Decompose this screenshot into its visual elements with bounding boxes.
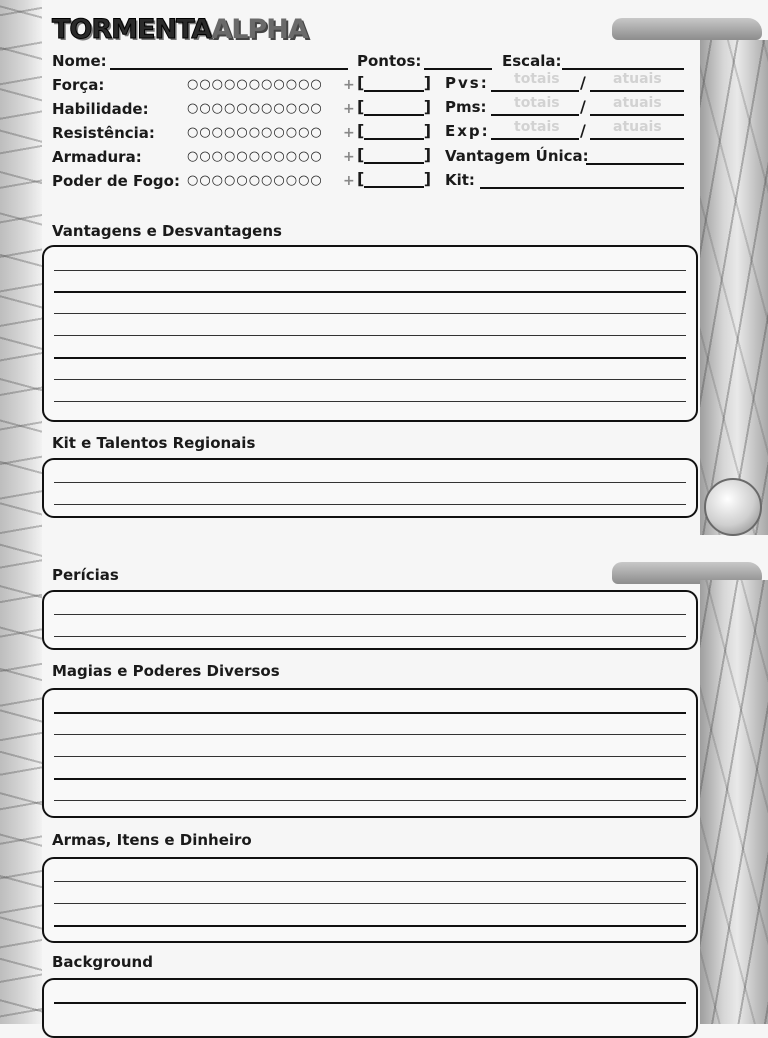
writing-line <box>54 925 686 927</box>
writing-line <box>54 756 686 757</box>
bracket-open: [ <box>357 97 365 116</box>
writing-line <box>54 903 686 904</box>
attr-bonus-armadura[interactable] <box>357 145 431 164</box>
section-title-vantagens: Vantagens e Desvantagens <box>52 222 282 240</box>
attr-label-habilidade: Habilidade: <box>52 100 149 118</box>
bracket-close: ] <box>423 97 431 116</box>
attr-bonus-forca[interactable] <box>357 73 431 92</box>
vantagem-unica-label: Vantagem Única: <box>445 147 589 165</box>
pms-totais-field[interactable] <box>491 114 579 116</box>
attr-label-forca: Força: <box>52 76 105 94</box>
writing-line <box>54 482 686 483</box>
bracket-close: ] <box>423 169 431 188</box>
attr-circles-resistencia[interactable]: ○○○○○○○○○○○ <box>187 125 323 140</box>
writing-line <box>54 504 686 505</box>
writing-line <box>54 734 686 735</box>
pvs-totais-field[interactable] <box>491 90 579 92</box>
bracket-open: [ <box>357 121 365 140</box>
bracket-open: [ <box>357 169 365 188</box>
exp-atuais-field[interactable] <box>590 138 684 140</box>
writing-line <box>54 712 686 714</box>
writing-line <box>54 614 686 615</box>
pontos-label: Pontos: <box>357 52 422 70</box>
plus-sign: + <box>343 77 355 93</box>
attr-bonus-habilidade[interactable] <box>357 97 431 116</box>
section-title-magias: Magias e Poderes Diversos <box>52 662 280 680</box>
bracket-line <box>364 114 424 116</box>
writing-line <box>54 800 686 801</box>
top-stone-pillar <box>700 40 768 535</box>
magias-box[interactable] <box>42 688 698 818</box>
tormenta-alpha-logo <box>52 12 308 46</box>
plus-sign: + <box>343 101 355 117</box>
pms-atuais-field[interactable] <box>590 114 684 116</box>
bracket-close: ] <box>423 145 431 164</box>
writing-line <box>54 778 686 780</box>
writing-line <box>54 1002 686 1004</box>
plus-sign: + <box>343 149 355 165</box>
pms-label: Pms: <box>445 98 487 116</box>
pms-totais-hint: totais <box>514 95 560 111</box>
kit-talentos-box[interactable] <box>42 458 698 518</box>
exp-atuais-hint: atuais <box>613 119 662 135</box>
exp-totais-hint: totais <box>514 119 560 135</box>
pvs-atuais-hint: atuais <box>613 71 662 87</box>
kit-label: Kit: <box>445 171 475 189</box>
kit-field[interactable] <box>480 187 684 189</box>
pvs-atuais-field[interactable] <box>590 90 684 92</box>
plus-sign: + <box>343 173 355 189</box>
bracket-line <box>364 186 424 188</box>
attr-label-armadura: Armadura: <box>52 148 142 166</box>
logo-part-alpha: ALPHA <box>211 13 308 45</box>
bracket-open: [ <box>357 73 365 92</box>
bracket-close: ] <box>423 73 431 92</box>
left-vine-border <box>0 0 42 1024</box>
attr-bonus-resistencia[interactable] <box>357 121 431 140</box>
attr-bonus-poder-de-fogo[interactable] <box>357 169 431 188</box>
pericias-box[interactable] <box>42 590 698 650</box>
top-stone-ledge <box>612 18 762 40</box>
bracket-line <box>364 162 424 164</box>
pms-atuais-hint: atuais <box>613 95 662 111</box>
section-title-background: Background <box>52 953 153 971</box>
pvs-totais-hint: totais <box>514 71 560 87</box>
exp-totais-field[interactable] <box>491 138 579 140</box>
plus-sign: + <box>343 125 355 141</box>
escala-label: Escala: <box>502 52 562 70</box>
nome-label: Nome: <box>52 52 107 70</box>
pms-slash: / <box>580 97 586 116</box>
armas-box[interactable] <box>42 857 698 943</box>
crystal-orb-ornament <box>704 478 762 536</box>
logo-part-tormenta: TORMENTA <box>52 13 212 45</box>
attr-label-poder-de-fogo: Poder de Fogo: <box>52 172 180 190</box>
exp-label: Exp: <box>445 122 490 140</box>
bracket-line <box>364 138 424 140</box>
attr-circles-armadura[interactable]: ○○○○○○○○○○○ <box>187 149 323 164</box>
exp-slash: / <box>580 121 586 140</box>
writing-line <box>54 291 686 293</box>
attr-circles-forca[interactable]: ○○○○○○○○○○○ <box>187 77 323 92</box>
pvs-label: Pvs: <box>445 74 489 92</box>
attr-label-resistencia: Resistência: <box>52 124 155 142</box>
writing-line <box>54 636 686 637</box>
nome-field[interactable] <box>110 68 348 70</box>
attr-circles-poder-de-fogo[interactable]: ○○○○○○○○○○○ <box>187 173 323 188</box>
pontos-field[interactable] <box>424 68 492 70</box>
bracket-open: [ <box>357 145 365 164</box>
writing-line <box>54 881 686 882</box>
background-box[interactable] <box>42 978 698 1038</box>
writing-line <box>54 379 686 380</box>
section-title-pericias: Perícias <box>52 566 119 584</box>
vantagem-unica-field[interactable] <box>586 163 684 165</box>
writing-line <box>54 270 686 271</box>
writing-line <box>54 335 686 336</box>
pvs-slash: / <box>580 73 586 92</box>
attr-circles-habilidade[interactable]: ○○○○○○○○○○○ <box>187 101 323 116</box>
writing-line <box>54 401 686 402</box>
bracket-line <box>364 90 424 92</box>
section-title-armas: Armas, Itens e Dinheiro <box>52 831 252 849</box>
writing-line <box>54 357 686 359</box>
section-title-kit-talentos: Kit e Talentos Regionais <box>52 434 256 452</box>
bracket-close: ] <box>423 121 431 140</box>
bottom-stone-pillar <box>700 580 768 1024</box>
vantagens-box[interactable] <box>42 245 698 422</box>
writing-line <box>54 313 686 314</box>
